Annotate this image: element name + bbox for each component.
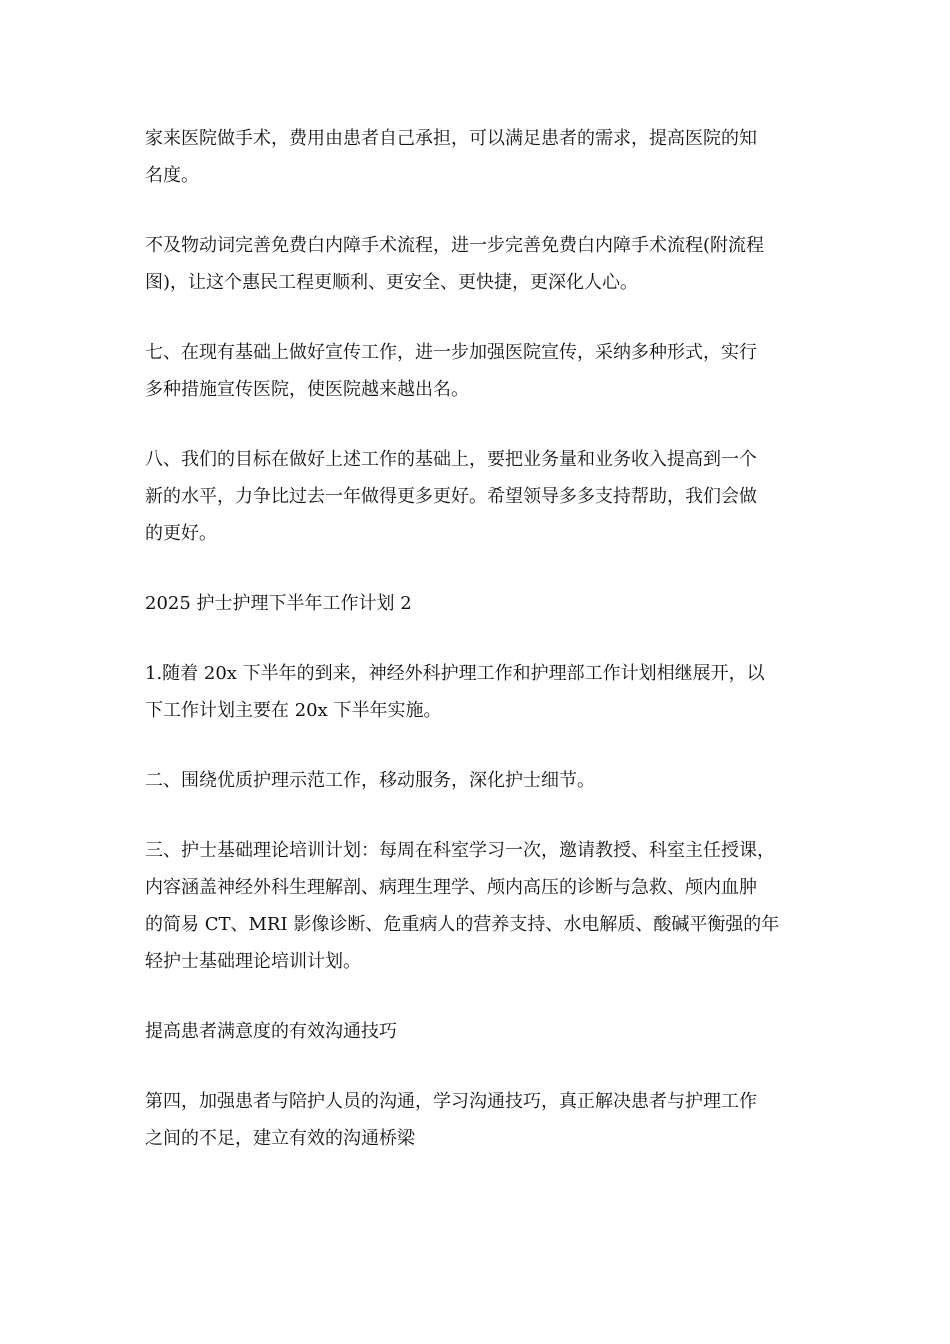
paragraph-line: 三、护士基础理论培训计划：每周在科室学习一次，邀请教授、科室主任授课，	[145, 840, 775, 861]
paragraph-line: 多种措施宣传医院，使医院越来越出名。	[145, 379, 469, 400]
paragraph-publicity	[145, 334, 810, 408]
paragraph-training-plan	[145, 832, 810, 980]
paragraph-communication	[145, 1083, 810, 1157]
paragraph-plan-intro	[145, 655, 810, 729]
paragraph-line: 的更好。	[145, 523, 217, 544]
paragraph-line: 内容涵盖神经外科生理解剖、病理生理学、颅内高压的诊断与急救、颅内血肿	[145, 877, 757, 898]
paragraph-line: 的简易 CT、MRI 影像诊断、危重病人的营养支持、水电解质、酸碱平衡强的年	[145, 914, 780, 935]
paragraph-hospital-surgery	[145, 120, 810, 194]
document-body	[145, 120, 810, 1190]
paragraph-line: 1.随着 20x 下半年的到来，神经外科护理工作和护理部工作计划相继展开，以	[145, 663, 765, 684]
paragraph-line: 新的水平，力争比过去一年做得更多更好。希望领导多多支持帮助，我们会做	[145, 486, 757, 507]
paragraph-line: 名度。	[145, 165, 199, 186]
paragraph-goals	[145, 441, 810, 552]
paragraph-line: 下工作计划主要在 20x 下半年实施。	[145, 700, 442, 721]
subsection-heading	[145, 1013, 810, 1050]
paragraph-line: 第四，加强患者与陪护人员的沟通，学习沟通技巧，真正解决患者与护理工作	[145, 1091, 757, 1112]
heading-line: 2025 护士护理下半年工作计划 2	[145, 593, 412, 614]
paragraph-line: 八、我们的目标在做好上述工作的基础上，要把业务量和业务收入提高到一个	[145, 449, 757, 470]
paragraph-line: 之间的不足，建立有效的沟通桥梁	[145, 1128, 415, 1149]
paragraph-line: 轻护士基础理论培训计划。	[145, 951, 361, 972]
paragraph-line: 七、在现有基础上做好宣传工作，进一步加强医院宣传，采纳多种形式，实行	[145, 342, 757, 363]
paragraph-line: 家来医院做手术，费用由患者自己承担，可以满足患者的需求，提高医院的知	[145, 128, 757, 149]
paragraph-quality-care	[145, 762, 810, 799]
paragraph-line: 图)，让这个惠民工程更顺利、更安全、更快捷，更深化人心。	[145, 272, 639, 293]
section-heading	[145, 585, 810, 622]
paragraph-cataract-process	[145, 227, 810, 301]
paragraph-line: 二、围绕优质护理示范工作，移动服务，深化护士细节。	[145, 770, 595, 791]
paragraph-line: 不及物动词完善免费白内障手术流程，进一步完善免费白内障手术流程(附流程	[145, 235, 765, 256]
heading-line: 提高患者满意度的有效沟通技巧	[145, 1021, 397, 1042]
